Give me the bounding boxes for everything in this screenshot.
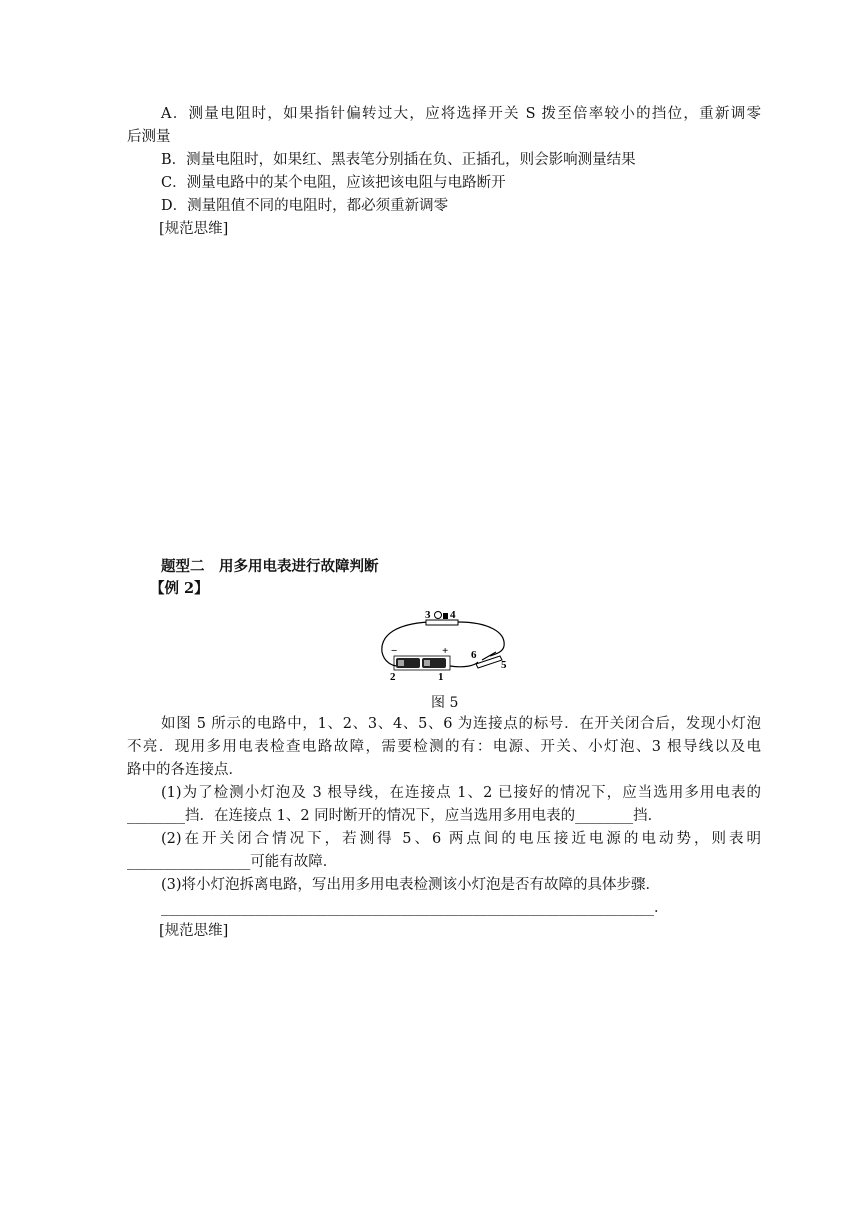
question-1-line2: ________挡．在连接点 1、2 同时断开的情况下，应当选用多用电表的________挡． <box>127 808 663 824</box>
option-a-line1: A．测量电阻时，如果指针偏转过大，应将选择开关 S 拨至倍率较小的挡位，重新调零 <box>161 106 761 122</box>
question-2-line1: (2)在开关闭合情况下，若测得 5、6 两点间的电压接近电源的电动势，则表明 <box>161 831 761 847</box>
wire-right <box>458 622 504 656</box>
label-4: 4 <box>450 609 456 621</box>
label-5: 5 <box>501 659 507 671</box>
option-c: C．测量电路中的某个电阻，应该把该电阻与电路断开 <box>161 175 506 191</box>
intro-line1: 如图 5 所示的电路中，1、2、3、4、5、6 为连接点的标号．在开关闭合后，发现小灯泡 <box>161 716 761 732</box>
intro-line3: 路中的各连接点． <box>127 762 243 778</box>
circuit-figure <box>378 606 510 682</box>
question-2-line2: _________________可能有故障． <box>127 854 338 870</box>
question-1-line1: (1)为了检测小灯泡及 3 根导线，在连接点 1、2 已接好的情况下，应当选用多用电表的 <box>161 785 761 801</box>
option-b: B．测量电阻时，如果红、黑表笔分别插在负、正插孔，则会影响测量结果 <box>161 152 636 168</box>
label-3: 3 <box>425 609 431 621</box>
battery-highlight-left <box>398 660 404 666</box>
label-minus: − <box>391 645 398 657</box>
thinking-label-2: [规范思维] <box>159 923 229 939</box>
battery-highlight-right <box>424 660 430 666</box>
option-a-line2: 后测量 <box>127 129 171 145</box>
section-heading: 题型二 用多用电表进行故障判断 <box>161 558 379 575</box>
example-label: 【例 2】 <box>150 580 209 597</box>
option-d: D．测量阻值不同的电阻时，都必须重新调零 <box>161 198 449 214</box>
intro-line2: 不亮．现用多用电表检查电路故障，需要检测的有：电源、开关、小灯泡、3 根导线以及电 <box>127 739 761 755</box>
bulb-socket <box>443 613 448 619</box>
wire-bottom <box>450 662 478 667</box>
question-3-answer-line: ____________________________________________________________________． <box>161 900 669 916</box>
label-6: 6 <box>471 649 477 661</box>
question-3-line1: (3)将小灯泡拆离电路，写出用多用电表检测该小灯泡是否有故障的具体步骤． <box>161 877 661 893</box>
label-1: 1 <box>438 671 444 682</box>
switch-icon <box>476 656 502 668</box>
figure-caption: 图 5 <box>431 695 459 711</box>
label-plus: + <box>442 645 449 657</box>
thinking-label-1: [规范思维] <box>159 221 229 237</box>
label-2: 2 <box>390 671 396 682</box>
bulb-icon <box>435 612 442 619</box>
